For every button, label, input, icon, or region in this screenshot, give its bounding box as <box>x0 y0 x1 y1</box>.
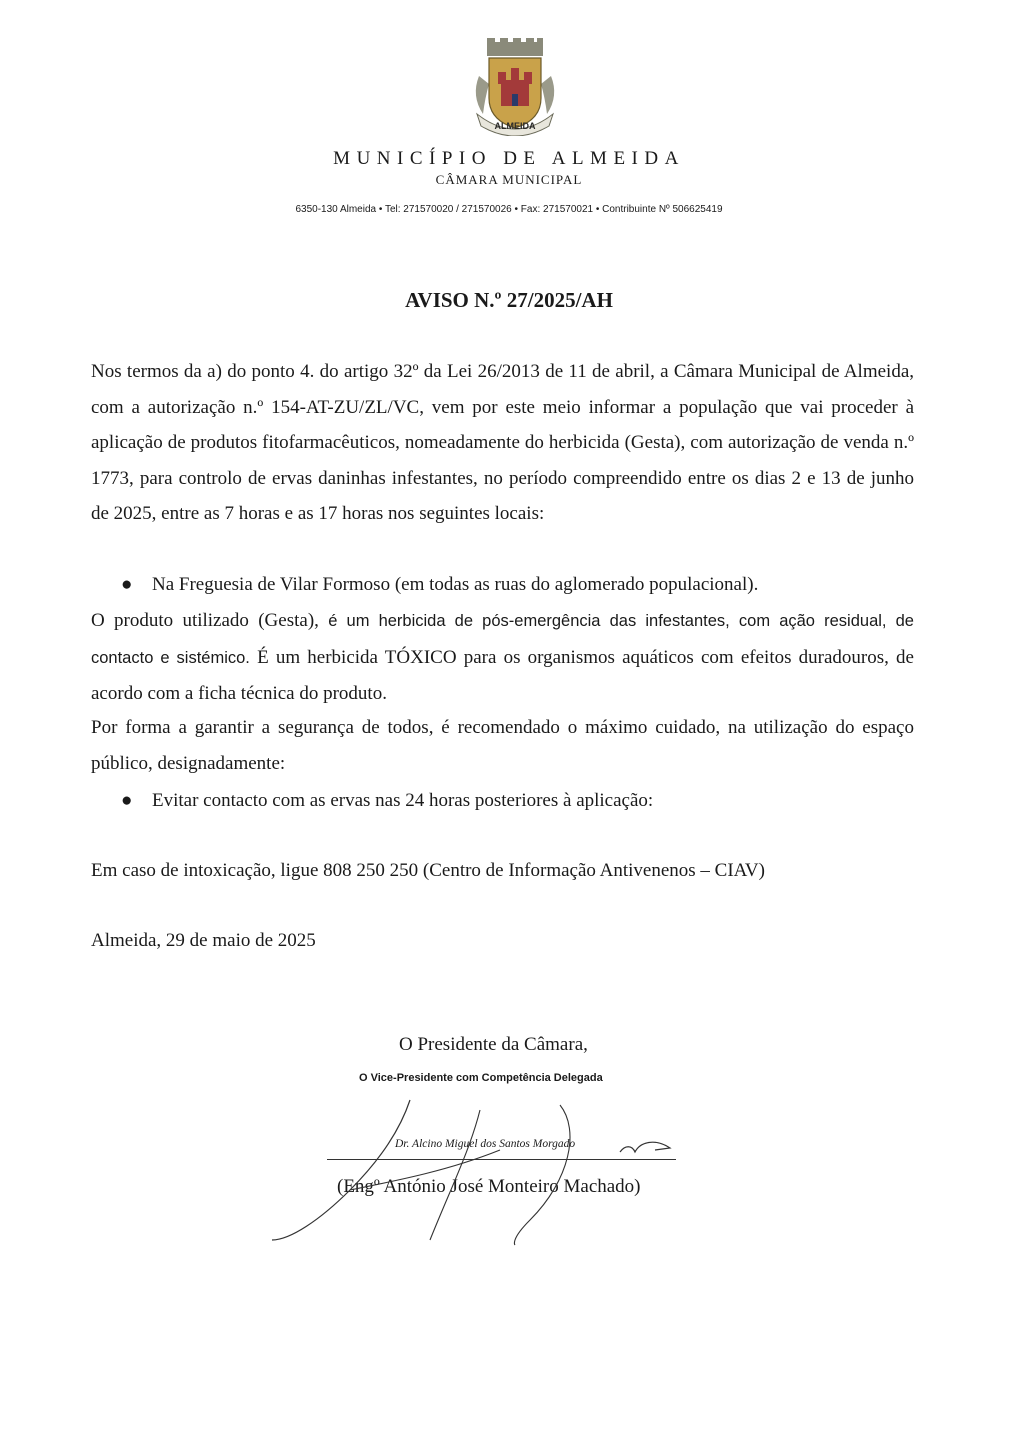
bullet-icon: ● <box>121 790 133 811</box>
bullet-text-2: Evitar contacto com as ervas nas 24 horas posteriores à aplicação: <box>152 790 654 811</box>
bullet-text-1: Na Freguesia de Vilar Formoso (em todas as ruas do aglomerado populacional). <box>152 574 759 595</box>
municipality-subtitle: CÂMARA MUNICIPAL <box>435 172 583 187</box>
handwritten-signature <box>260 1090 690 1250</box>
handwritten-signer-name: Dr. Alcino Miguel dos Santos Morgado <box>395 1138 576 1150</box>
contact-line: 6350-130 Almeida • Tel: 271570020 / 271570026 • Fax: 271570021 • Contribuinte Nº 506625419 <box>295 204 723 215</box>
notice-paragraph-2 <box>91 603 914 712</box>
bullet-icon: ● <box>121 574 133 595</box>
paragraph-2-part-b: é um herbicida de pós-emergência das infestantes, com ação residual, de contacto e sistémico. <box>91 612 914 667</box>
signer-name: (Engº António José Monteiro Machado) <box>337 1176 641 1197</box>
paragraph-2-part-a: O produto utilizado (Gesta), <box>91 610 329 631</box>
notice-paragraph-1: Nos termos da a) do ponto 4. do artigo 32º da Lei 26/2013 de 11 de abril, a Câmara Municipal de Almeida, com a autorização n.º 154-AT-ZU/ZL/VC, vem por este meio informar a população que vai proceder à aplicação de produtos fitofarmacêuticos, nomeadamente do herbicida (Gesta), com autorização de venda n.º 1773, para controlo de ervas daninhas infestantes, no período compreendido entre os dias 2 e 13 de junho de 2025, entre as 7 horas e as 17 horas nos seguintes locais: <box>91 361 914 524</box>
municipal-crest-logo <box>465 36 565 136</box>
paragraph-2-part-c: É um herbicida TÓXICO para os organismos aquáticos com efeitos duradouros, de acordo com a ficha técnica do produto. <box>91 646 914 704</box>
svg-text:ALMEIDA: ALMEIDA <box>494 121 536 131</box>
notice-paragraph-4: Em caso de intoxicação, ligue 808 250 250 (Centro de Informação Antivenenos – CIAV) <box>91 860 765 881</box>
vice-president-label: O Vice-Presidente com Competência Delegada <box>359 1072 603 1084</box>
notice-paragraph-3: Por forma a garantir a segurança de todos, é recomendado o máximo cuidado, na utilização do espaço público, designadamente: <box>91 717 914 774</box>
notice-date: Almeida, 29 de maio de 2025 <box>91 930 316 951</box>
municipality-title: MUNICÍPIO DE ALMEIDA <box>333 148 685 169</box>
notice-title: AVISO N.º 27/2025/AH <box>405 288 613 312</box>
president-label: O Presidente da Câmara, <box>399 1034 588 1055</box>
